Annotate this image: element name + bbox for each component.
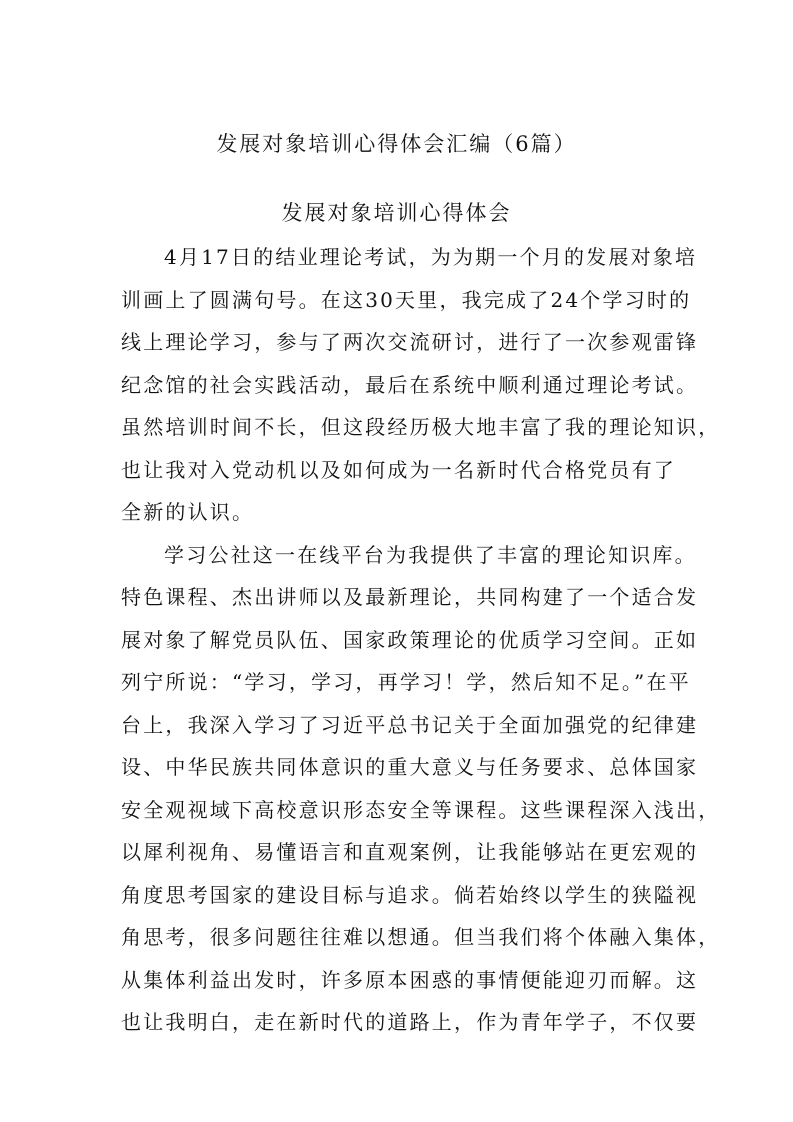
paragraph-line: 台上，我深入学习了习近平总书记关于全面加强党的纪律建: [121, 712, 699, 737]
paragraph-line: 设、中华民族共同体意识的重大意义与任务要求、总体国家: [121, 755, 699, 779]
paragraph-line: 列宁所说：“学习，学习，再学习！学，然后知不足。”在平: [121, 670, 691, 694]
paragraph-line: 训画上了圆满句号。在这30天里，我完成了24个学习时的: [121, 287, 692, 312]
paragraph-line: 虽然培训时间不长，但这段经历极大地丰富了我的理论知识，: [121, 415, 721, 439]
paragraph-line: 展对象了解党员队伍、国家政策理论的优质学习空间。正如: [121, 627, 699, 652]
paragraph-line: 也让我对入党动机以及如何成为一名新时代合格党员有了: [121, 457, 676, 482]
paragraph-line: 纪念馆的社会实践活动，最后在系统中顺利通过理论考试。: [121, 372, 699, 397]
paragraph-line: 线上理论学习，参与了两次交流研讨，进行了一次参观雷锋: [121, 330, 699, 354]
paragraph-line: 角度思考国家的建设目标与追求。倘若始终以学生的狭隘视: [121, 882, 699, 907]
paragraph-line: 全新的认识。: [121, 500, 255, 524]
paragraph-line: 特色课程、杰出讲师以及最新理论，共同构建了一个适合发: [121, 585, 699, 609]
section-title: 发展对象培训心得体会: [281, 201, 512, 225]
document-title: 发展对象培训心得体会汇编（6篇）: [216, 132, 577, 156]
body-text: [121, 236, 721, 1044]
paragraph-1: [121, 236, 721, 534]
paragraph-line: 从集体利益出发时，许多原本困惑的事情便能迎刃而解。这: [121, 967, 699, 992]
paragraph-line: 以犀利视角、易懂语言和直观案例，让我能够站在更宏观的: [121, 840, 699, 864]
paragraph-line: 4月17日的结业理论考试，为为期一个月的发展对象培: [164, 245, 698, 269]
paragraph-line: 安全观视域下高校意识形态安全等课程。这些课程深入浅出，: [121, 797, 721, 822]
paragraph-line: 学习公社这一在线平台为我提供了丰富的理论知识库。: [164, 542, 697, 567]
paragraph-line: 也让我明白，走在新时代的道路上，作为青年学子，不仅要: [121, 1010, 699, 1034]
paragraph-2: [121, 534, 721, 1044]
paragraph-line: 角思考，很多问题往往难以想通。但当我们将个体融入集体，: [121, 925, 721, 949]
